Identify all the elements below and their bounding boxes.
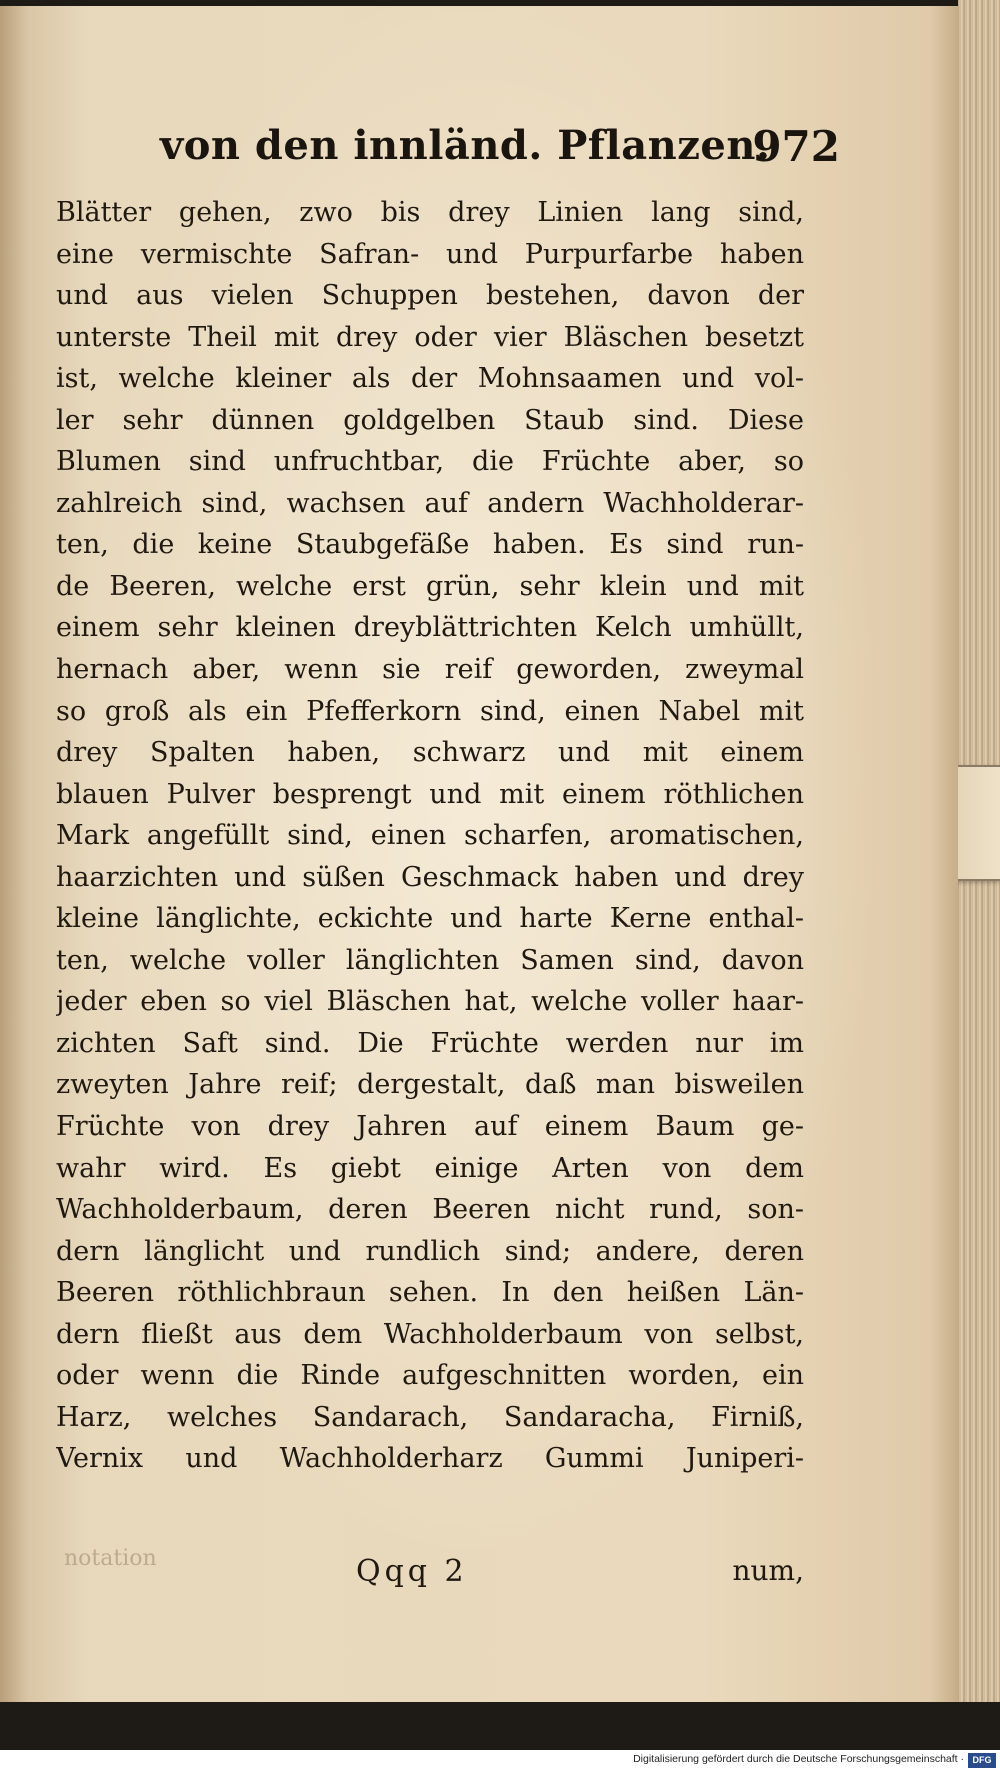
- text-line: haarzichten und süßen Geschmack haben und drey: [56, 861, 804, 893]
- scan-border: [0, 1702, 1000, 1750]
- text-line: ten, die keine Staubgefäße haben. Es sind run-: [56, 529, 804, 561]
- text-line: ist, welche kleiner als der Mohnsaamen und vol-: [56, 363, 804, 395]
- text-line: Mark angefüllt sind, einen scharfen, aromatischen,: [56, 820, 804, 852]
- text-line: eine vermischte Safran- und Purpurfarbe haben: [56, 238, 804, 270]
- text-line: ten, welche voller länglichten Samen sind, davon: [56, 944, 804, 976]
- text-line: Blumen sind unfruchtbar, die Früchte aber, so: [56, 446, 804, 478]
- text-line: unterste Theil mit drey oder vier Bläschen besetzt: [56, 321, 804, 353]
- text-line: zichten Saft sind. Die Früchte werden nur im: [56, 1027, 804, 1059]
- dfg-logo: DFG: [968, 1753, 996, 1768]
- page-footer: [56, 1546, 804, 1594]
- text-line: jeder eben so viel Bläschen hat, welche voller haar-: [56, 986, 804, 1018]
- text-line: Harz, welches Sandarach, Sandaracha, Firniß,: [56, 1401, 804, 1433]
- text-line: so groß als ein Pfefferkorn sind, einen Nabel mit: [56, 695, 804, 727]
- text-line: hernach aber, wenn sie reif geworden, zweymal: [56, 654, 804, 686]
- text-line: blauen Pulver besprengt und mit einem röthlichen: [56, 778, 804, 810]
- page-header: [160, 122, 840, 182]
- text-line: oder wenn die Rinde aufgeschnitten worden, ein: [56, 1360, 804, 1392]
- text-line: zahlreich sind, wachsen auf andern Wachholderar-: [56, 487, 804, 519]
- text-line: de Beeren, welche erst grün, sehr klein und mit: [56, 570, 804, 602]
- text-line: dern länglicht und rundlich sind; andere, deren: [56, 1235, 804, 1267]
- text-line: Früchte von drey Jahren auf einem Baum ge-: [56, 1111, 804, 1143]
- text-line: wahr wird. Es giebt einige Arten von dem: [56, 1152, 804, 1184]
- text-line: zweyten Jahre reif; dergestalt, daß man bisweilen: [56, 1069, 804, 1101]
- credit-bar: [0, 1750, 1000, 1772]
- credit-text: Digitalisierung gefördert durch die Deutsche Forschungsgemeinschaft ·: [633, 1753, 964, 1765]
- text-line: Wachholderbaum, deren Beeren nicht rund, son-: [56, 1194, 804, 1226]
- body-text: [56, 192, 804, 1480]
- text-line: Vernix und Wachholderharz Gummi Juniperi-: [56, 1443, 804, 1475]
- text-line: Beeren röthlichbraun sehen. In den heißen Län-: [56, 1277, 804, 1309]
- text-line: ler sehr dünnen goldgelben Staub sind. Diese: [56, 404, 804, 436]
- text-line: kleine länglichte, eckichte und harte Kerne enthal-: [56, 903, 804, 935]
- catchword: num,: [732, 1554, 804, 1587]
- text-line: einem sehr kleinen dreyblättrichten Kelch umhüllt,: [56, 612, 804, 644]
- page-number: 972: [752, 122, 840, 171]
- text-line: und aus vielen Schuppen bestehen, davon der: [56, 280, 804, 312]
- bleed-through-text: notation: [64, 1546, 157, 1571]
- text-line: dern fließt aus dem Wachholderbaum von selbst,: [56, 1318, 804, 1350]
- signature-mark: Qqq 2: [356, 1554, 468, 1589]
- text-line: Blätter gehen, zwo bis drey Linien lang sind,: [56, 197, 804, 228]
- text-line: drey Spalten haben, schwarz und mit einem: [56, 737, 804, 769]
- running-head: von den innländ. Pflanzen.: [160, 122, 771, 169]
